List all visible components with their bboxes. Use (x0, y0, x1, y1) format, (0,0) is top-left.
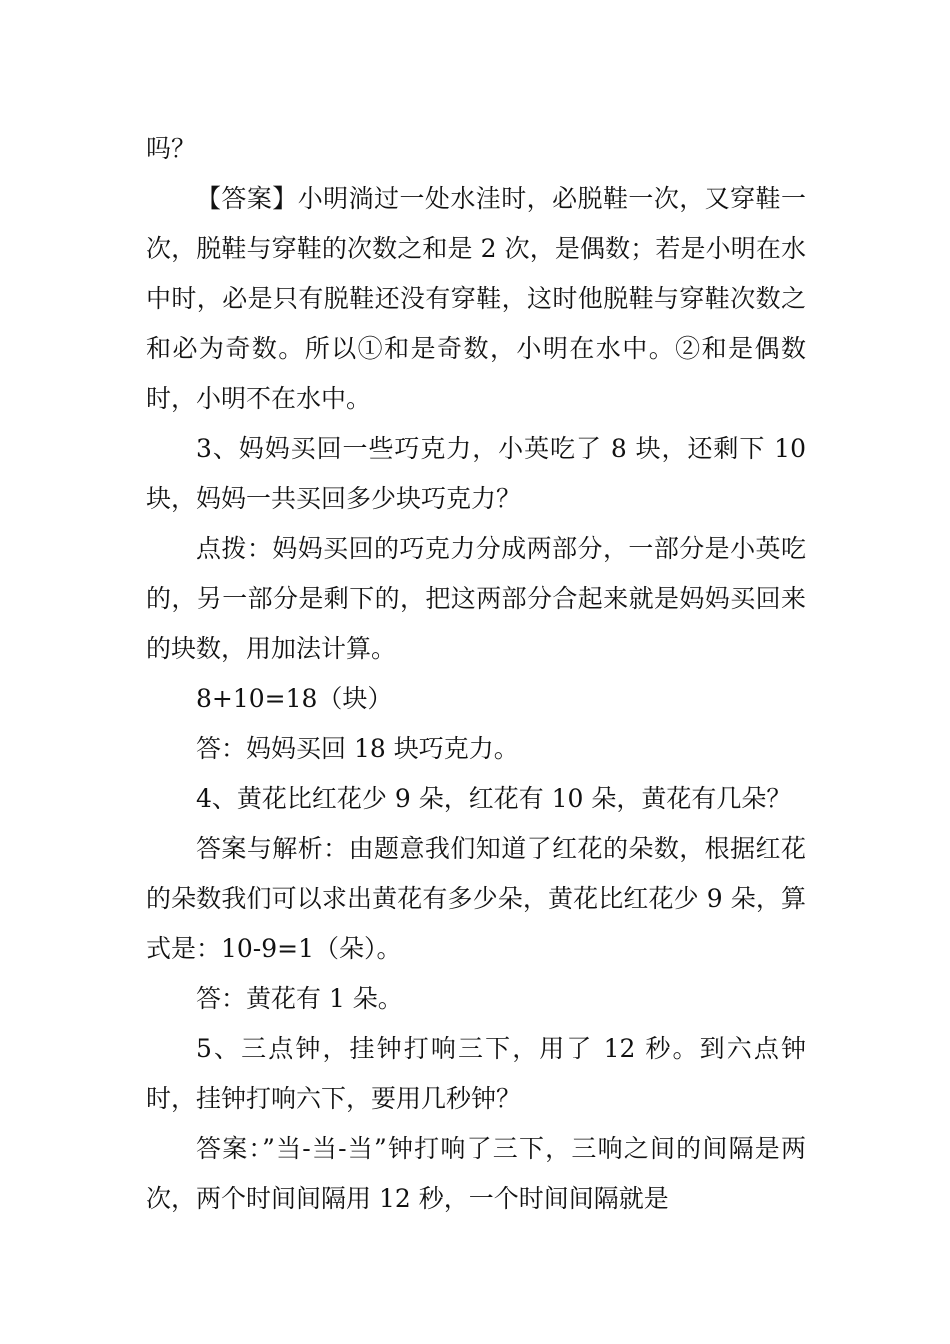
equation-3: 8+10=18（块） (196, 684, 393, 713)
answer-4: 答：黄花有 1 朵。 (196, 984, 403, 1013)
hint-3: 点拨：妈妈买回的巧克力分成两部分，一部分是小英吃的，另一部分是剩下的，把这两部分合起来就是妈妈买回来的块数，用加法计算。 (146, 534, 806, 663)
paragraph-answer: 【答案】小明淌过一处水洼时，必脱鞋一次，又穿鞋一次，脱鞋与穿鞋的次数之和是 2 次，是偶数；若是小明在水中时，必是只有脱鞋还没有穿鞋，这时他脱鞋与穿鞋次数之和必为奇数。所以①和是奇数，小明在水中。②和是偶数时，小明不在水中。 (146, 184, 806, 413)
question-3: 3、妈妈买回一些巧克力，小英吃了 8 块，还剩下 10 块，妈妈一共买回多少块巧克力？ (146, 434, 806, 513)
analysis-4: 答案与解析：由题意我们知道了红花的朵数，根据红花的朵数我们可以求出黄花有多少朵，黄花比红花少 9 朵，算式是：10-9=1（朵）。 (146, 834, 806, 963)
document-body (146, 124, 806, 1224)
question-5: 5、三点钟，挂钟打响三下，用了 12 秒。到六点钟时，挂钟打响六下，要用几秒钟？ (146, 1034, 806, 1113)
answer-5: 答案：”当-当-当”钟打响了三下，三响之间的间隔是两次，两个时间间隔用 12 秒，一个时间间隔就是 (146, 1134, 806, 1213)
paragraph-continuation: 吗？ (146, 134, 197, 163)
question-4: 4、黄花比红花少 9 朵，红花有 10 朵，黄花有几朵？ (196, 784, 792, 813)
answer-3: 答：妈妈买回 18 块巧克力。 (196, 734, 519, 763)
